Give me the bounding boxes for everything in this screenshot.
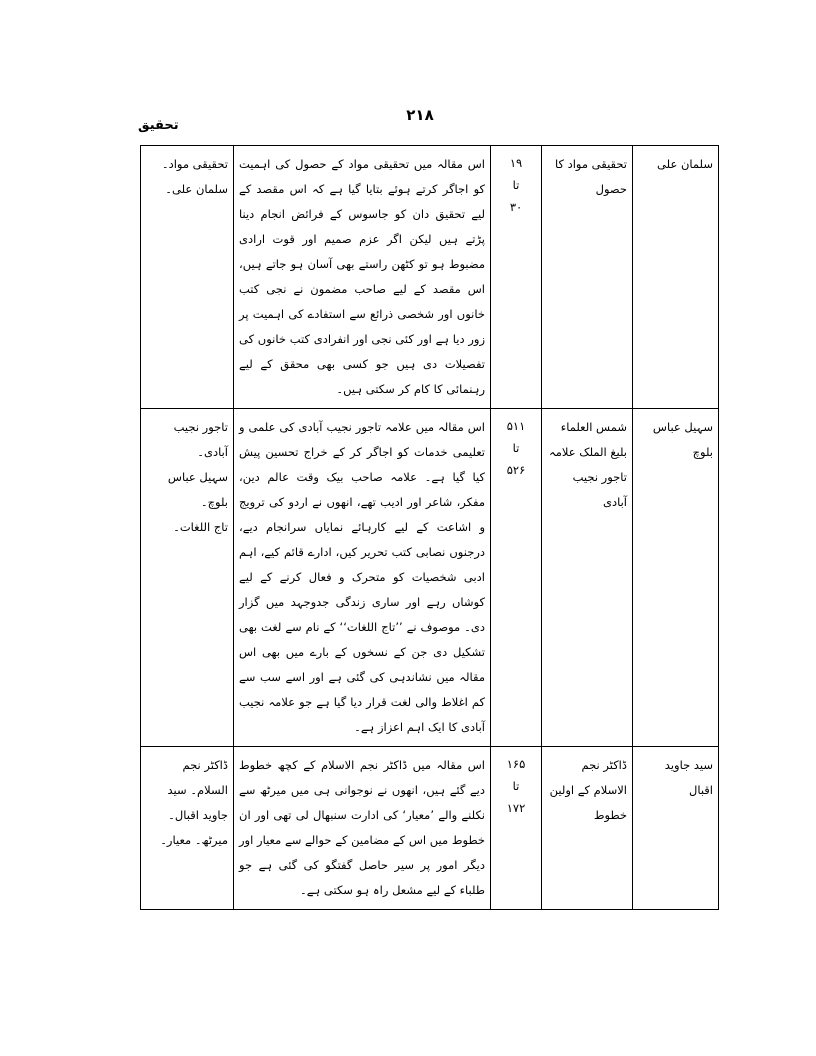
page-to: تا [512,441,520,455]
author-cell: سید جاوید اقبال [633,747,719,910]
page-start: ۵۱۱ [506,419,526,433]
keywords-cell [141,747,234,910]
keywords-cell [141,409,234,747]
abstract-cell: اس مقالہ میں تحقیقی مواد کے حصول کی اہمیت کو اجاگر کرتے ہوئے بتایا گیا ہے کہ اس مقصد کے لیے تحقیق دان کو جاسوس کے فرائض انجام دینا پڑتے ہیں لیکن اگر عزم صمیم اور قوت ارادی مضبوط ہو تو کٹھن راستے بھی آسان ہو جاتے ہیں، اس مقصد کے لیے صاحب مضمون نے نجی کتب خانوں اور شخصی ذرائع سے استفادے کی اہمیت پر زور دیا ہے اور کئی نجی اور انفرادی کتب خانوں کی تفصیلات دی ہیں جو کسی بھی محقق کے لیے رہنمائی کا کام کر سکتی ہیں۔ [234,146,491,409]
keyword: سہیل عباس بلوچ۔ [167,470,228,509]
page-start: ۱۶۵ [506,757,526,771]
pages-cell [491,747,542,910]
title-cell: شمس العلماء بلیغ الملک علامہ تاجور نجیب آبادی [542,409,633,747]
keywords-cell [141,146,234,409]
title-cell: ڈاکٹر نجم الاسلام کے اولین خطوط [542,747,633,910]
keyword: سلمان علی۔ [165,182,228,196]
pages-cell [491,146,542,409]
pages-cell [491,409,542,747]
abstract-cell: اس مقالہ میں ڈاکٹر نجم الاسلام کے کچھ خطوط دیے گئے ہیں، انھوں نے نوجوانی ہی میں میرٹھ سے نکلنے والے ’معیار‘ کی ادارت سنبھال لی تھی اور ان خطوط میں اس کے مضامین کے حوالے سے معیار اور دیگر امور پر سیر حاصل گفتگو کی گئی ہے جو طلباء کے لیے مشعل راہ ہو سکتی ہے۔ [234,747,491,910]
page-end: ۵۲۶ [506,463,526,477]
running-head: تحقیق [138,118,179,133]
keyword: ڈاکٹر نجم السلام۔ سید جاوید اقبال۔ [167,758,228,822]
title-cell: تحقیقی مواد کا حصول [542,146,633,409]
keyword: تاجور نجیب آبادی۔ [173,420,228,459]
page-to: تا [512,779,520,793]
keyword: تحقیقی مواد۔ [161,157,228,171]
author-cell: سلمان علی [633,146,719,409]
table-row [141,146,719,409]
page-end: ۱۷۲ [506,801,526,815]
keyword: تاج اللغات۔ [173,520,228,534]
page-to: تا [512,178,520,192]
keyword: میرٹھ۔ معیار۔ [160,833,228,847]
abstract-cell: اس مقالہ میں علامہ تاجور نجیب آبادی کی علمی و تعلیمی خدمات کو اجاگر کر کے خراج تحسین پیش کیا گیا ہے۔ علامہ صاحب بیک وقت عالم دین، مفکر، شاعر اور ادیب تھے، انھوں نے اردو کی ترویج و اشاعت کے لیے کارہائے نمایاں سرانجام دیے، درجنوں نصابی کتب تحریر کیں، ادارے قائم کیے، اہم ادبی شخصیات کو متحرک و فعال کرنے کے لیے کوشاں رہے اور ساری زندگی جدوجہد میں گزار دی۔ موصوف نے ’’تاج اللغات‘‘ کے نام سے لغت بھی تشکیل دی جن کے نسخوں کے بارے میں بھی اس مقالہ میں نشاندہی کی گئی ہے اور اسے سب سے کم اغلاط والی لغت قرار دیا گیا ہے جو علامہ نجیب آبادی کا ایک اہم اعزاز ہے۔ [234,409,491,747]
index-table [140,145,719,910]
page-start: ۱۹ [509,156,523,170]
page-end: ۳۰ [509,200,523,214]
table-row [141,747,719,910]
author-cell: سہیل عباس بلوچ [633,409,719,747]
table-row [141,409,719,747]
page-number: ۲۱۸ [406,106,434,124]
